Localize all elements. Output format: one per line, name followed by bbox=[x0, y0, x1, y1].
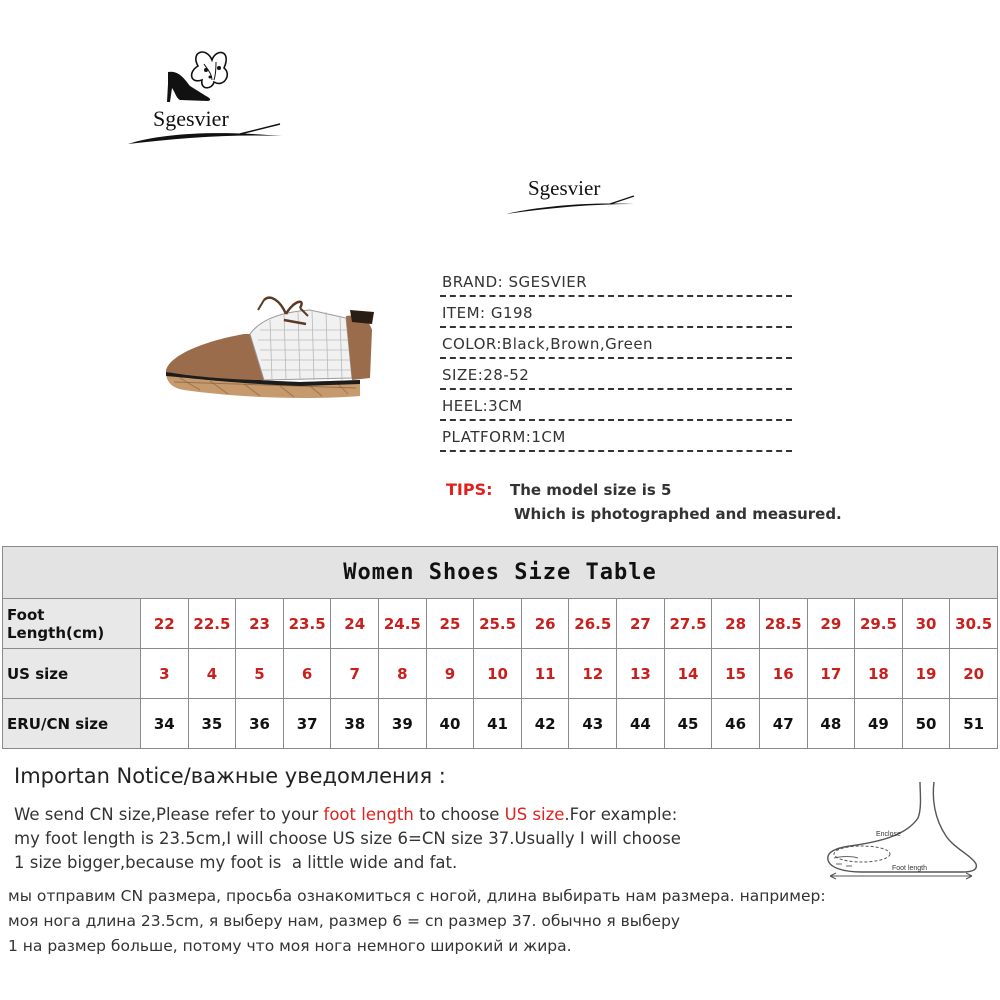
notice-english bbox=[14, 803, 774, 875]
table-cell: 3 bbox=[141, 649, 189, 699]
product-shoe-image bbox=[160, 290, 400, 410]
table-cell: 9 bbox=[426, 649, 474, 699]
highlight-foot-length: foot length bbox=[323, 805, 414, 824]
table-cell: 4 bbox=[188, 649, 236, 699]
table-cell: 6 bbox=[283, 649, 331, 699]
table-cell: 24.5 bbox=[379, 599, 427, 649]
notice-ru-line-3: 1 на размер больше, потому что моя нога немного широкий и жира. bbox=[8, 937, 572, 955]
product-spec-list bbox=[440, 266, 792, 452]
table-cell: 47 bbox=[759, 699, 807, 749]
notice-text: .For example: bbox=[564, 805, 678, 824]
table-cell: 41 bbox=[474, 699, 522, 749]
spec-heel: HEEL:3CM bbox=[440, 390, 792, 421]
table-cell: 45 bbox=[664, 699, 712, 749]
table-cell: 27.5 bbox=[664, 599, 712, 649]
table-cell: 26 bbox=[521, 599, 569, 649]
table-cell: 25.5 bbox=[474, 599, 522, 649]
table-cell: 30.5 bbox=[950, 599, 998, 649]
table-row-eru-cn-size bbox=[3, 699, 998, 749]
brand-logo-small bbox=[500, 170, 640, 220]
table-cell: 22.5 bbox=[188, 599, 236, 649]
table-cell: 50 bbox=[902, 699, 950, 749]
table-cell: 44 bbox=[617, 699, 665, 749]
table-cell: 38 bbox=[331, 699, 379, 749]
spec-brand: BRAND: SGESVIER bbox=[440, 266, 792, 297]
oxford-shoe-icon bbox=[160, 290, 400, 410]
notice-text: to choose bbox=[413, 805, 505, 824]
foot-measure-diagram bbox=[822, 778, 992, 882]
table-cell: 11 bbox=[521, 649, 569, 699]
row-label: US size bbox=[3, 649, 141, 699]
notice-en-line-1 bbox=[14, 803, 774, 827]
spec-item: ITEM: G198 bbox=[440, 297, 792, 328]
notice-title: Importan Notice/важные уведомления : bbox=[14, 764, 446, 788]
table-cell: 18 bbox=[855, 649, 903, 699]
notice-ru-line-1: мы отправим CN размера, просьба ознакомиться с ногой, длина выбирать нам размера. например: bbox=[8, 887, 826, 905]
table-cell: 49 bbox=[855, 699, 903, 749]
foot-enclose-label: Enclose bbox=[876, 831, 901, 838]
table-cell: 34 bbox=[141, 699, 189, 749]
table-cell: 22 bbox=[141, 599, 189, 649]
tips-line-1: The model size is 5 bbox=[510, 481, 672, 499]
foot-length-label: Foot length bbox=[892, 865, 928, 872]
table-cell: 27 bbox=[617, 599, 665, 649]
table-cell: 29 bbox=[807, 599, 855, 649]
brand-logo-small-text: Sgesvier bbox=[528, 176, 601, 200]
table-cell: 23.5 bbox=[283, 599, 331, 649]
table-cell: 12 bbox=[569, 649, 617, 699]
table-cell: 51 bbox=[950, 699, 998, 749]
size-table bbox=[2, 546, 998, 749]
notice-en-line-3: 1 size bigger,because my foot is a little wide and fat. bbox=[14, 853, 458, 872]
table-cell: 23 bbox=[236, 599, 284, 649]
table-cell: 28.5 bbox=[759, 599, 807, 649]
table-cell: 29.5 bbox=[855, 599, 903, 649]
table-cell: 28 bbox=[712, 599, 760, 649]
row-label: Foot Length(cm) bbox=[3, 599, 141, 649]
highlight-us-size: US size bbox=[504, 805, 565, 824]
table-cell: 24 bbox=[331, 599, 379, 649]
notice-text: We send CN size,Please refer to your bbox=[14, 805, 324, 824]
table-cell: 7 bbox=[331, 649, 379, 699]
table-cell: 30 bbox=[902, 599, 950, 649]
table-cell: 8 bbox=[379, 649, 427, 699]
table-cell: 36 bbox=[236, 699, 284, 749]
table-cell: 13 bbox=[617, 649, 665, 699]
table-row-us-size bbox=[3, 649, 998, 699]
table-row-foot-length bbox=[3, 599, 998, 649]
spec-color: COLOR:Black,Brown,Green bbox=[440, 328, 792, 359]
table-cell: 40 bbox=[426, 699, 474, 749]
table-cell: 10 bbox=[474, 649, 522, 699]
brand-logo bbox=[120, 44, 290, 154]
size-table-title: Women Shoes Size Table bbox=[3, 547, 998, 599]
tips-block bbox=[446, 480, 842, 523]
table-cell: 37 bbox=[283, 699, 331, 749]
table-cell: 48 bbox=[807, 699, 855, 749]
spec-platform: PLATFORM:1CM bbox=[440, 421, 792, 452]
table-cell: 15 bbox=[712, 649, 760, 699]
row-label: ERU/CN size bbox=[3, 699, 141, 749]
table-cell: 14 bbox=[664, 649, 712, 699]
tips-label: TIPS: bbox=[446, 480, 493, 499]
table-cell: 5 bbox=[236, 649, 284, 699]
table-cell: 17 bbox=[807, 649, 855, 699]
table-cell: 26.5 bbox=[569, 599, 617, 649]
table-cell: 16 bbox=[759, 649, 807, 699]
table-cell: 39 bbox=[379, 699, 427, 749]
table-cell: 20 bbox=[950, 649, 998, 699]
notice-ru-line-2: моя нога длина 23.5cm, я выберу нам, размер 6 = cn размер 37. обычно я выберу bbox=[8, 912, 681, 930]
spec-size: SIZE:28-52 bbox=[440, 359, 792, 390]
brand-logo-text: Sgesvier bbox=[153, 106, 229, 131]
table-cell: 43 bbox=[569, 699, 617, 749]
notice-en-line-2: my foot length is 23.5cm,I will choose US size 6=CN size 37.Usually I will choose bbox=[14, 829, 681, 848]
notice-russian bbox=[8, 884, 968, 959]
butterfly-heel-icon bbox=[120, 44, 290, 154]
foot-outline-icon bbox=[822, 778, 992, 882]
table-cell: 46 bbox=[712, 699, 760, 749]
tips-line-2: Which is photographed and measured. bbox=[514, 505, 842, 523]
table-cell: 19 bbox=[902, 649, 950, 699]
table-cell: 42 bbox=[521, 699, 569, 749]
table-cell: 35 bbox=[188, 699, 236, 749]
table-cell: 25 bbox=[426, 599, 474, 649]
